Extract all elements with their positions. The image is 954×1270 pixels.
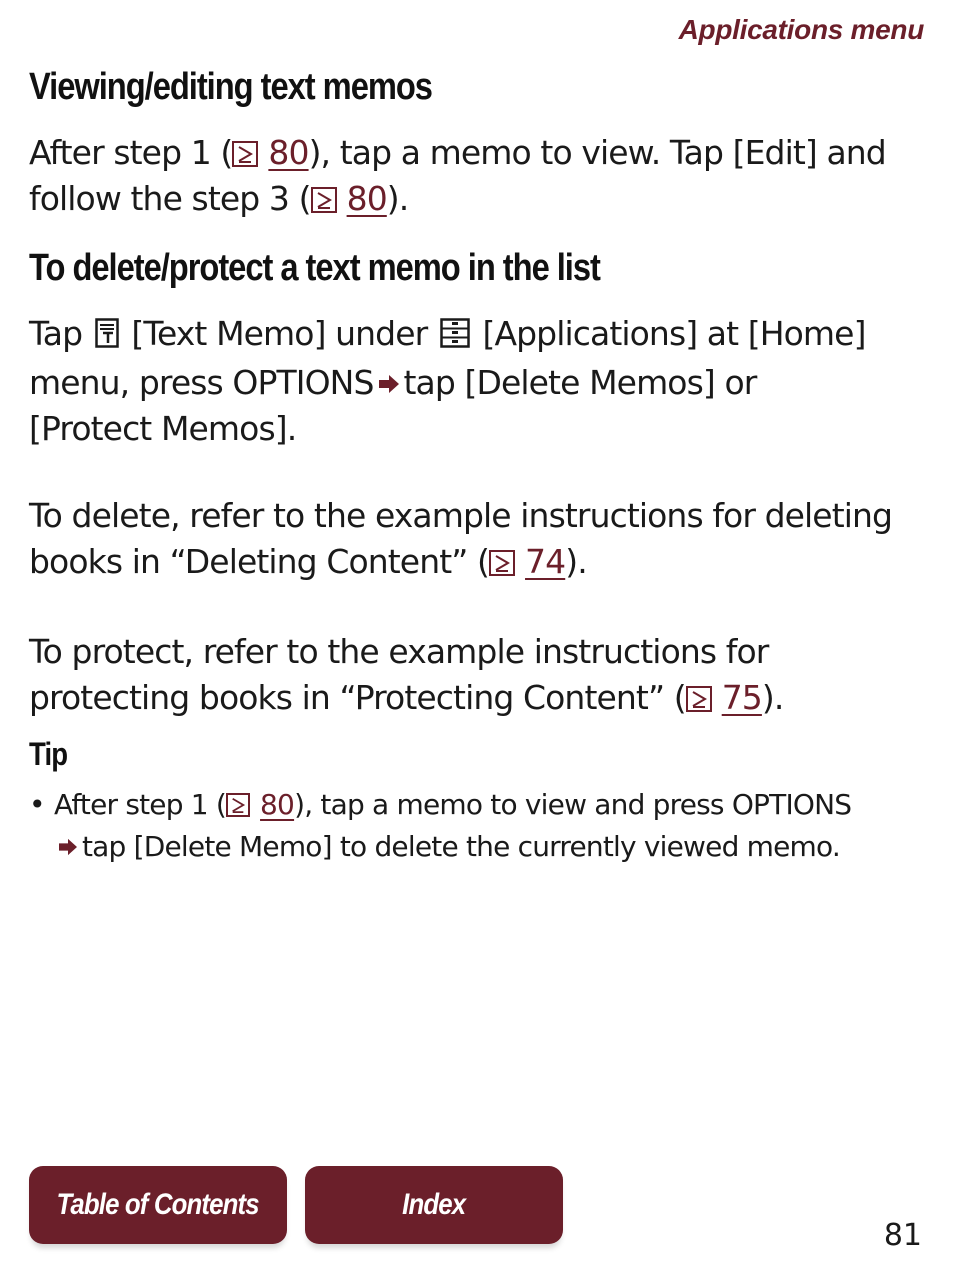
text: books in “Deleting Content” ( <box>29 542 490 581</box>
text: To delete, refer to the example instructions for deleting <box>29 496 893 535</box>
index-label: Index <box>402 1188 466 1221</box>
text: tap [Delete Memo] to delete the currently viewed memo. <box>82 830 840 863</box>
text: protecting books in “Protecting Content” ( <box>29 678 686 717</box>
text: follow the step 3 ( <box>29 179 311 218</box>
section2-paragraph-2 <box>29 493 934 585</box>
text: ). <box>386 179 409 218</box>
page-ref-icon <box>232 141 258 167</box>
section2-paragraph-1 <box>29 311 934 452</box>
text: ), tap a memo to view. Tap [Edit] and <box>308 133 886 172</box>
section-title-viewing: Viewing/editing text memos <box>29 66 432 108</box>
page-link-80[interactable]: 80 <box>268 133 309 172</box>
text: tap [Delete Memos] or <box>403 363 757 402</box>
text: Tap <box>29 314 83 353</box>
page-ref-icon <box>686 686 712 712</box>
page-ref-icon <box>311 187 337 213</box>
text: To protect, refer to the example instructions for <box>29 632 769 671</box>
text: After step 1 ( <box>29 133 233 172</box>
page-link-74[interactable]: 74 <box>525 542 566 581</box>
section1-paragraph <box>29 130 934 222</box>
tip-label: Tip <box>29 736 68 772</box>
tip-list-item <box>29 784 934 868</box>
text: ). <box>565 542 587 581</box>
text: After step 1 ( <box>54 788 227 821</box>
table-of-contents-button[interactable] <box>29 1166 287 1244</box>
text: ). <box>761 678 784 717</box>
page-ref-icon <box>489 550 515 576</box>
page-link-80[interactable]: 80 <box>260 788 295 821</box>
page-ref-icon <box>226 793 250 817</box>
text: [Applications] at [Home] <box>482 314 866 353</box>
text: [Protect Memos]. <box>29 409 297 448</box>
toc-label: Table of Contents <box>56 1188 260 1221</box>
text: ), tap a memo to view and press OPTIONS <box>294 788 852 821</box>
bullet: • <box>29 788 45 821</box>
text: menu, press OPTIONS <box>29 363 374 402</box>
section2-paragraph-3 <box>29 629 934 721</box>
page-link-80[interactable]: 80 <box>346 179 387 218</box>
index-button[interactable] <box>305 1166 563 1244</box>
text-memo-icon <box>95 314 119 360</box>
running-header: Applications menu <box>678 14 924 45</box>
arrow-right-icon <box>58 826 78 868</box>
text: [Text Memo] under <box>131 314 428 353</box>
section-title-delete-protect: To delete/protect a text memo in the list <box>29 247 600 289</box>
page-link-75[interactable]: 75 <box>721 678 762 717</box>
arrow-right-icon <box>378 360 400 406</box>
page-number: 81 <box>883 1218 922 1253</box>
applications-icon <box>440 314 470 360</box>
